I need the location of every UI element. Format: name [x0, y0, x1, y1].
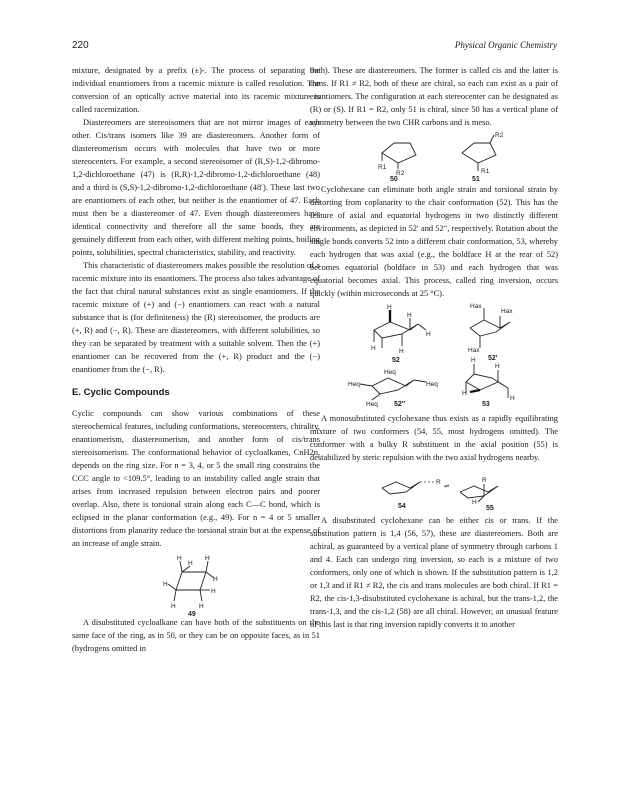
compound-number-50: 50 [390, 176, 398, 183]
atom-h: H [462, 390, 467, 397]
monosubstituted-cyclohexane-diagram [310, 464, 558, 510]
chair-52-prime [470, 320, 510, 336]
axial-h: Hax [501, 308, 513, 315]
right-paragraph-3: A monosubstituted cyclohexane thus exists as a rapidly equilibrating mixture of two conformers (54, 55, most hydrogens omitted). The conformer with a bulky R substituent in the axial position (55) is destabilized by steric repulsion with the two axial hydrogens nearby. [310, 414, 558, 462]
compound-number-52-double-prime: 52″ [394, 401, 406, 408]
right-column [310, 64, 558, 631]
left-paragraph-4: Cyclic compounds can show various combinations of these stereochemical features, including conformations, stereocenters, chirality, enantiomerism, diastereomerism, and another form of cis/trans stereoisomerism. The conformational behavior of cycloalkanes, CnH2n, depends on the ring size. For n = 3, 4, or 5 the small ring constrains the CCC angle to <109.5°, leading to an instability called angle strain that arises from increased repulsion between electron pairs and poorer overlap. Also, there is torsional strain along each C—C bond, which is eclipsed in the planar conformation (e.g., 49). For n = 4 or 5 smaller distortions from planarity reduce the torsional strain but at the expense of an increase of angle strain. [72, 409, 320, 548]
axial-h: Hax [470, 303, 482, 310]
equatorial-h: Heq [384, 369, 396, 376]
atom-h: H [471, 357, 476, 364]
atom-h: H [205, 555, 210, 562]
atom-h: H [199, 603, 204, 610]
chair-54 [382, 482, 420, 494]
left-paragraph-1: mixture, designated by a prefix (±)-. The process of separating the individual enantiomers from a racemic mixture is called resolution. The conversion of an optically active material into its racemic mixture is called racemization. [72, 66, 320, 114]
right-paragraph-2: Cyclohexane can eliminate both angle strain and torsional strain by distorting from coplanarity to the chair conformation (52). This has the feature of axial and equatorial hydrogens in two distinctly different environments, as depicted in 52′ and 52″, respectively. Rotation about the single bonds converts 52 into a different chair conformation, 53, whereby each hydrogen that was axial (e.g., the boldface H at the rear of 52) becomes equatorial (boldface in 53) and each hydrogen that was equatorial becomes axial. This process, called ring inversion, occurs quickly (within microseconds at 25 °C). [310, 185, 558, 298]
substituent-r2: R2 [495, 132, 504, 139]
figure-50-51 [310, 129, 558, 183]
substituent-r: R [482, 477, 487, 484]
compound-number-53: 53 [482, 401, 490, 408]
chair-53 [466, 374, 508, 390]
chair-52 [374, 322, 418, 338]
section-heading: E. Cyclic Compounds [72, 387, 170, 398]
right-paragraph-1: both). These are diastereomers. The former is called cis and the latter is trans. If R1 ≠ R2, both of these are chiral, so each can exist as a pair of enantiomers. The configuration at each stereocenter can be designated as (R) or (S). If R1 = R2, only 51 is chiral, since 50 has a vertical plane of symmetry between the two CHR carbons and is meso. [310, 66, 558, 127]
cyclohexane-chair-diagram [310, 300, 558, 408]
atom-h: H [407, 312, 412, 319]
ring-51 [462, 143, 496, 163]
running-title: Physical Organic Chemistry [454, 40, 557, 50]
figure-49 [72, 550, 320, 616]
atom-h: H [188, 560, 193, 567]
atom-h: H [399, 348, 404, 355]
atom-h: H [177, 555, 182, 562]
atom-h: H [213, 576, 218, 583]
left-paragraph-2: Diastereomers are stereoisomers that are not mirror images of each other. Cis/trans isomers like 39 are diastereomers. Another form of diastereomerism occurs with molecules that have two or more stereocenters. For example, a second stereoisomer of (R,S)-1,2-dibromo-1,2-dichloroethane (47) is (R,R)-1,2-dibromo-1,2-dichloroethane (48) and a third is (S,S)-1,2-dibromo-1,2-dichloroethane (48′). These last two are enantiomers of each other, but neither is the enantiomer of 47. Each must then be a diastereomer of 47. Even though diastereomers have identical connectivity and therefore all the same bonds, they are genuinely different from each other, with different melting points, boiling points, solubilities, spectral characteristics, stability, and reactivity. [72, 118, 320, 257]
ring-50 [382, 143, 416, 163]
figure-54-55 [310, 464, 558, 510]
atom-h: H [163, 581, 168, 588]
substituent-r: R [436, 479, 441, 486]
substituent-r1: R1 [378, 164, 387, 171]
compound-number-55: 55 [486, 505, 494, 512]
compound-number-51: 51 [472, 176, 480, 183]
substituent-r2: R2 [396, 170, 405, 177]
ring-bonds [176, 572, 206, 590]
equatorial-h: Heq [366, 401, 378, 408]
cyclobutane-49-diagram [72, 550, 320, 616]
compound-number-49: 49 [188, 611, 196, 618]
cyclopentane-50-51-diagram [310, 129, 558, 183]
atom-h: H [495, 363, 500, 370]
atom-h: H [171, 603, 176, 610]
axial-h: Hax [468, 347, 480, 354]
figure-52-53 [310, 300, 558, 408]
equatorial-h: Heq [426, 381, 438, 388]
right-paragraph-4: A disubstituted cyclohexane can be either cis or trans. If the substitution pattern is 1,4 (56, 57), these are diastereomers. Both are achiral, as guaranteed by a vertical plane of symmetry through carbons 1 and 4. Each can undergo ring inversion, so each is a mixture of two conformers, only one of which is shown. If the substitution pattern is 1,2 or 1,3 and if R1 ≠ R2, the cis and trans molecules are both chiral. If R1 = R2, the cis-1,3-disubstituted cyclohexane is achiral, but the trans-1,2, the trans-1,3, and the cis-1,2 (58) are all chiral. However, an unusual feature of this last is that ring inversion rapidly converts it to another [310, 516, 558, 629]
substituent-r1: R1 [481, 168, 490, 175]
atom-h: H [426, 331, 431, 338]
atom-h: H [211, 588, 216, 595]
page-number: 220 [72, 40, 89, 51]
chair-52-double-prime [372, 378, 414, 394]
compound-number-52: 52 [392, 357, 400, 364]
chair-55 [460, 486, 498, 498]
compound-number-54: 54 [398, 503, 406, 510]
atom-h: H [472, 499, 477, 506]
left-column [72, 64, 320, 655]
atom-h: H [387, 304, 392, 311]
atom-h: H [371, 345, 376, 352]
atom-h: H [510, 395, 515, 402]
compound-number-52-prime: 52′ [488, 355, 498, 362]
left-paragraph-5: A disubstituted cycloalkane can have both of the substituents on the same face of the ring, as in 50, or they can be on opposite faces, as in 51 (hydrogens omitted in [72, 618, 320, 653]
equilibrium-sign: ⇌ [444, 483, 450, 490]
equatorial-h: Heq [348, 381, 360, 388]
left-paragraph-3: This characteristic of diastereomers makes possible the resolution of a racemic mixture into its enantiomers. The process also takes advantage of the fact that chiral natural substances exist as single enantiomers. If the racemic mixture of (+) and (−) enantiomers can react with a natural substance that is (for definiteness) the (R) stereoisomer, the products are (+, R) and (−, R). These are diastereomers, with different solubilities, so they can be separated by treatment with a suitable solvent. Then the (+) enantiomer can be recovered from the (+, R) product and the (−) enantiomer from the (−, R). [72, 261, 320, 374]
